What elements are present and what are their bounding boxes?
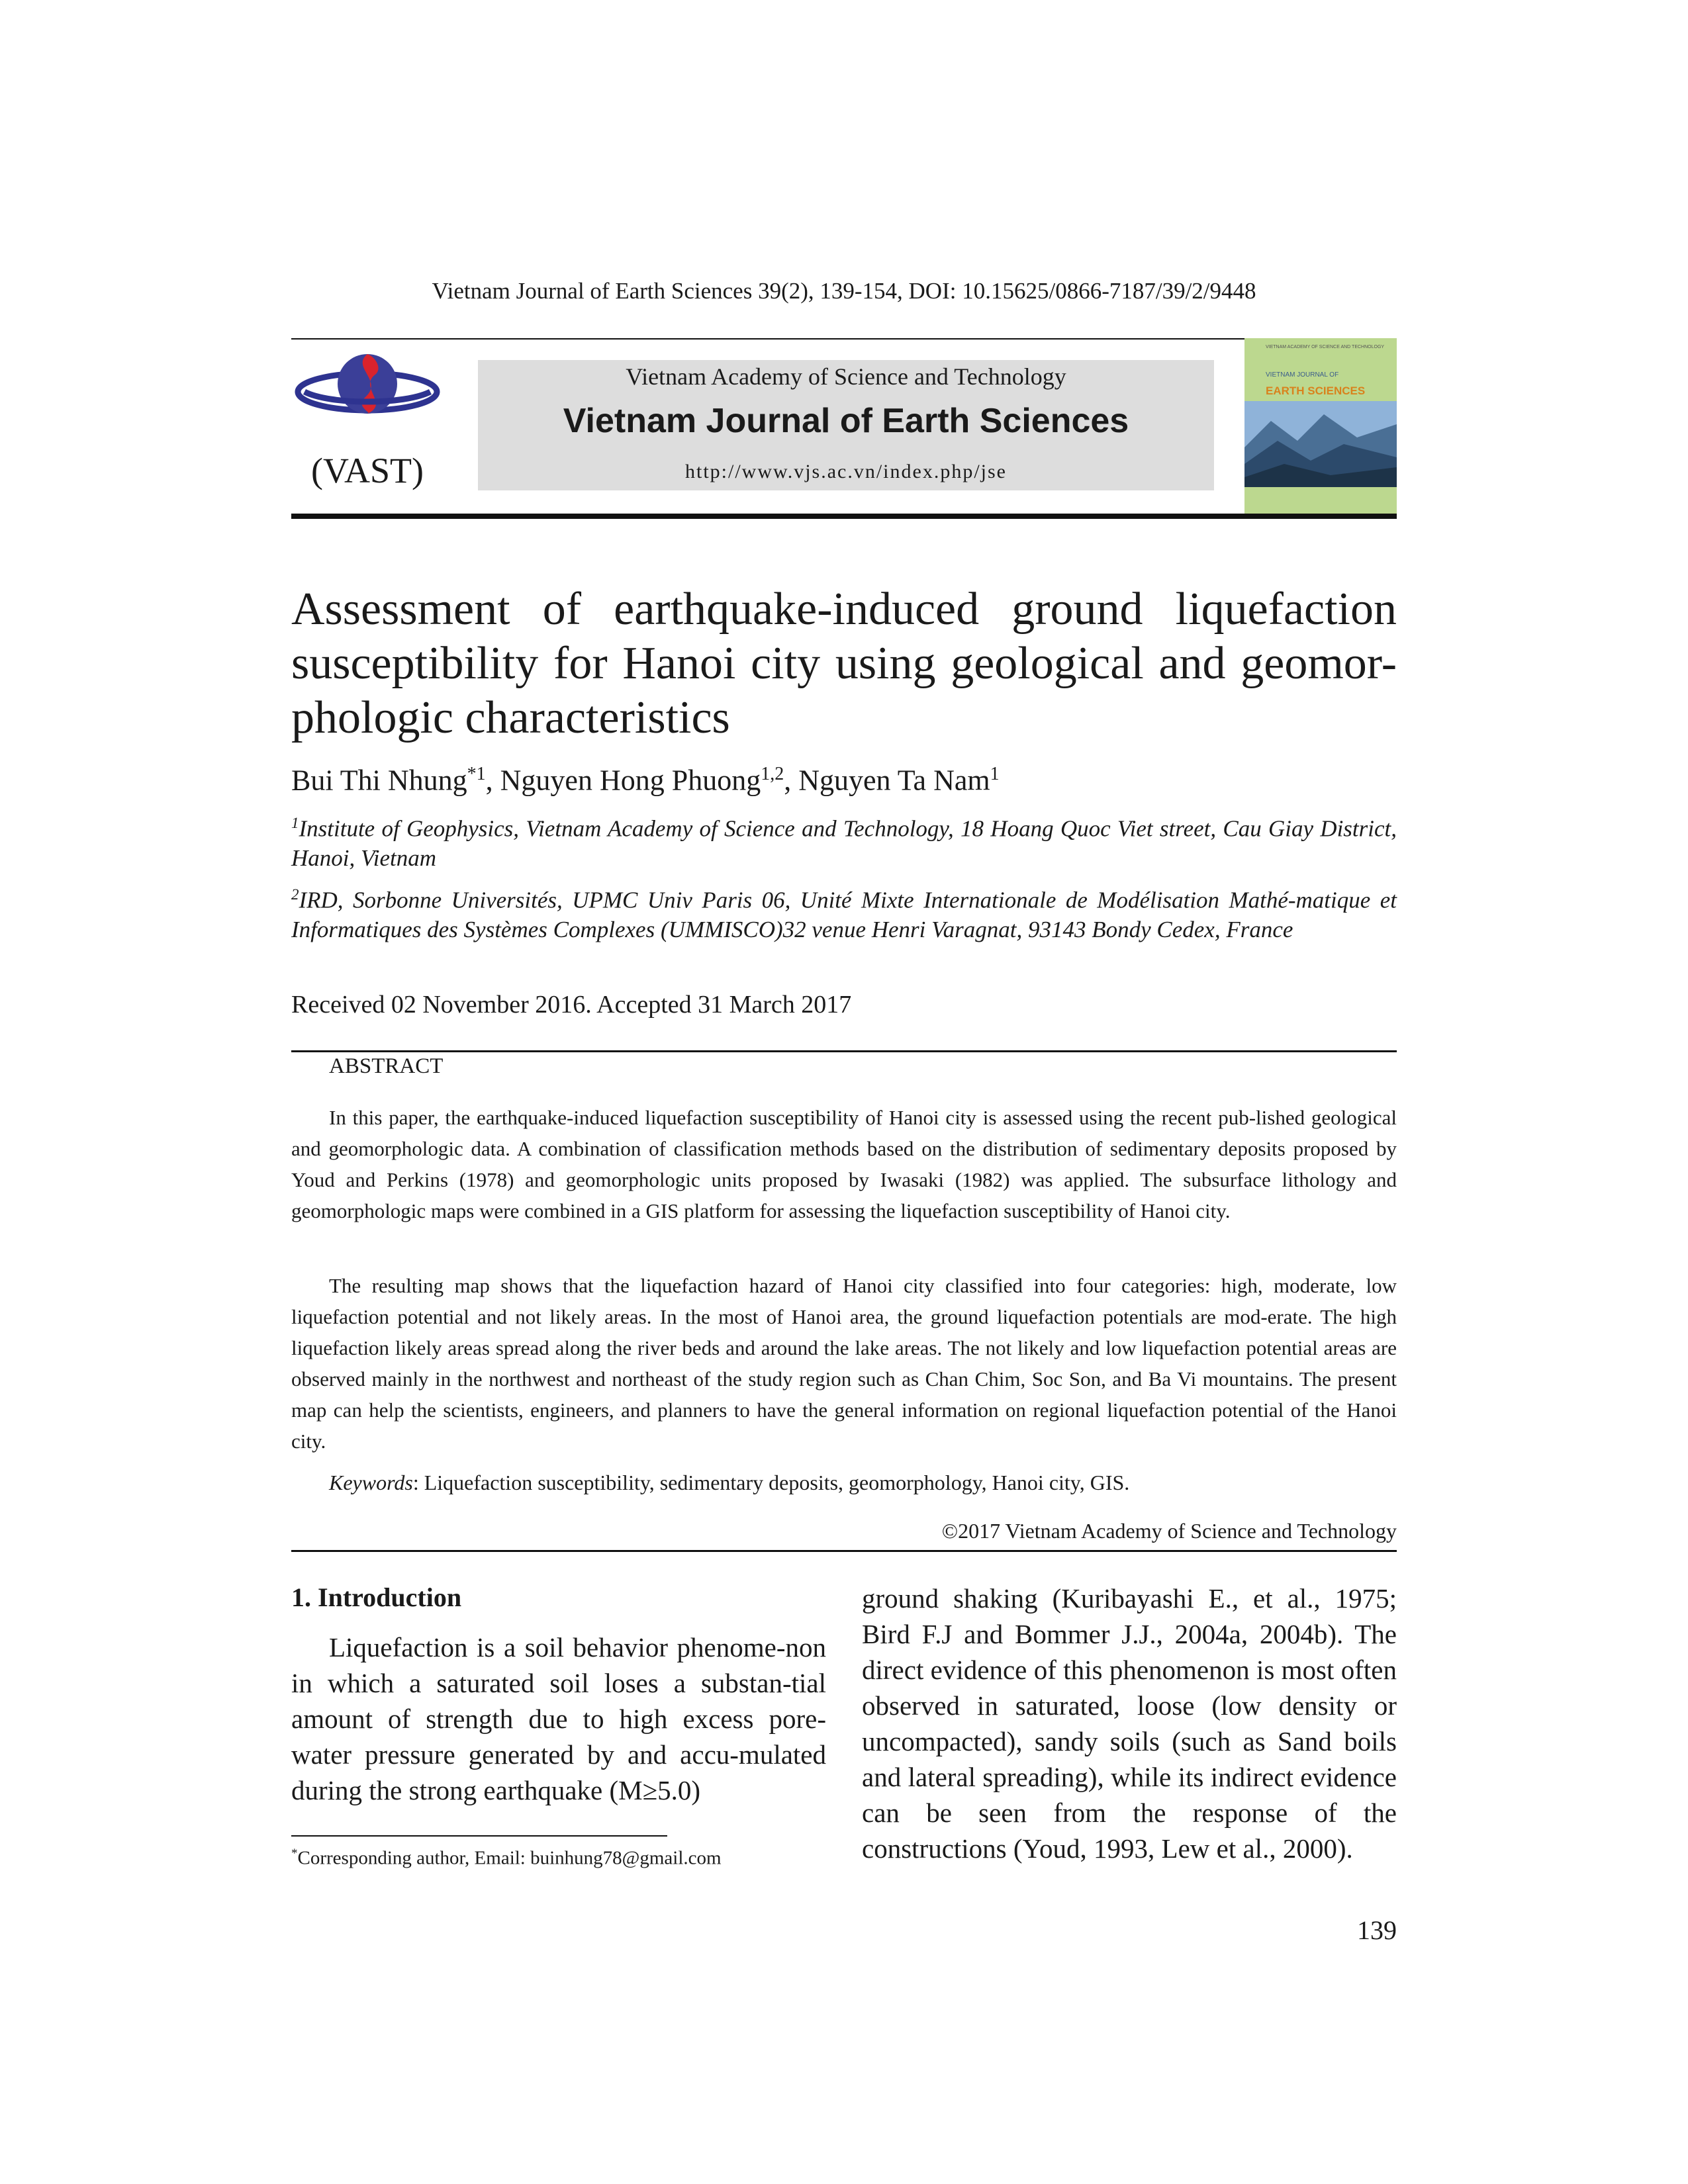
- journal-url[interactable]: http://www.vjs.ac.vn/index.php/jse: [684, 461, 1007, 482]
- abstract-heading: ABSTRACT: [329, 1054, 444, 1078]
- body-paragraph-right: ground shaking (Kuribayashi E., et al., 1975; Bird F.J and Bommer J.J., 2004a, 2004b). The direct evidence of this phenomenon is most often observed in saturated, loose (low density or uncompacted), sandy soils (such as Sand boils and lateral spreading), while its indirect evidence can be seen from the response of the constructions (Youd, 1993, Lew et al., 2000).: [862, 1583, 1397, 1864]
- author-affiliation-marker: 1: [990, 764, 1000, 784]
- received-dates: Received 02 November 2016. Accepted 31 March 2017: [291, 991, 852, 1019]
- journal-title: Vietnam Journal of Earth Sciences: [563, 402, 1129, 440]
- author-name: Nguyen Hong Phuong: [500, 764, 761, 797]
- copyright-notice: ©2017 Vietnam Academy of Science and Technology: [941, 1519, 1397, 1543]
- footnote-marker: *: [291, 1846, 298, 1860]
- body-paragraph-left: Liquefaction is a soil behavior phenome-non in which a saturated soil loses a substan-tial amount of strength due to high excess pore-water pressure generated by and accu-mulated during the strong earthquake (M≥5.0): [291, 1632, 826, 1805]
- keywords: [329, 1471, 1129, 1495]
- page-number: 139: [1357, 1915, 1397, 1945]
- article-title-rest: susceptibility for Hanoi city using geological and geomor-phologic characteristics: [291, 638, 1397, 743]
- abstract-paragraph: In this paper, the earthquake-induced liquefaction susceptibility of Hanoi city is assessed using the recent pub-lished geological and geomorphologic data. A combination of classification methods based on the distribution of sedimentary deposits proposed by Youd and Perkins (1978) and geomorphologic units proposed by Iwasaki (1982) was applied. The subsurface lithology and geomorphologic maps were combined in a GIS platform for assessing the liquefaction susceptibility of Hanoi city.: [291, 1106, 1397, 1222]
- vast-label: (VAST): [310, 451, 424, 490]
- affiliation-text: Institute of Geophysics, Vietnam Academy of Science and Technology, 18 Hoang Quoc Viet street, Cau Giay District, Hanoi, Vietnam: [291, 815, 1397, 871]
- cover-title: EARTH SCIENCES: [1266, 385, 1366, 397]
- cover-top-text: VIETNAM ACADEMY OF SCIENCE AND TECHNOLOGY: [1266, 345, 1385, 349]
- author-name: Bui Thi Nhung: [291, 764, 467, 797]
- affiliation-text: IRD, Sorbonne Universités, UPMC Univ Paris 06, Unité Mixte Internationale de Modélisation Mathé-matique et Informatiques des Systèmes Complexes (UMMISCO)32 venue Henri Varagnat, 93143 Bondy Cedex, France: [291, 887, 1397, 942]
- article-title-line1: Assessment of earthquake-induced ground liquefaction: [291, 584, 1397, 635]
- abstract-top-rule: [291, 1050, 1397, 1052]
- affiliation-marker: 2: [291, 886, 299, 903]
- journal-banner: [478, 360, 1214, 490]
- abstract-bottom-rule: [291, 1550, 1397, 1552]
- article-title: [291, 582, 1397, 745]
- author-name: Nguyen Ta Nam: [798, 764, 990, 797]
- mountain-image-icon: [1244, 401, 1397, 487]
- affiliation-marker: 1: [291, 815, 299, 831]
- keywords-text: : Liquefaction susceptibility, sedimentary deposits, geomorphology, Hanoi city, GIS.: [412, 1471, 1130, 1494]
- running-head: Vietnam Journal of Earth Sciences 39(2), 139-154, DOI: 10.15625/0866-7187/39/2/9448: [432, 278, 1256, 304]
- author-separator: ,: [485, 764, 500, 797]
- affiliation: [291, 880, 1397, 944]
- academy-name: Vietnam Academy of Science and Technology: [626, 363, 1066, 390]
- author-list: [291, 754, 1397, 801]
- header-bottom-rule: [291, 514, 1397, 519]
- affiliation: [291, 809, 1397, 873]
- header-top-rule: [291, 338, 1397, 340]
- author-affiliation-marker: *1: [467, 764, 486, 784]
- footnote: [291, 1846, 722, 1870]
- author-separator: ,: [784, 764, 799, 797]
- journal-cover-image: [1244, 338, 1397, 514]
- cover-small-text: VIETNAM JOURNAL OF: [1266, 371, 1339, 379]
- keywords-label: Keywords: [329, 1471, 413, 1494]
- section-heading: 1. Introduction: [291, 1582, 462, 1612]
- footnote-text: Corresponding author, Email: buinhung78@gmail.com: [297, 1847, 722, 1869]
- vast-logo-icon: [291, 351, 444, 430]
- abstract-paragraph: The resulting map shows that the liquefaction hazard of Hanoi city classified into four categories: high, moderate, low liquefaction potential and not likely areas. In the most of Hanoi area, the ground liquefaction potentials are mod-erate. The high liquefaction likely areas spread along the river beds and around the lake areas. The not likely and low liquefaction potential areas are observed mainly in the northwest and northeast of the study region such as Chan Chim, Soc Son, and Ba Vi mountains. The present map can help the scientists, engineers, and planners to have the general information on regional liquefaction potential of the Hanoi city.: [291, 1274, 1397, 1453]
- footnote-rule: [291, 1835, 667, 1837]
- author-affiliation-marker: 1,2: [761, 764, 784, 784]
